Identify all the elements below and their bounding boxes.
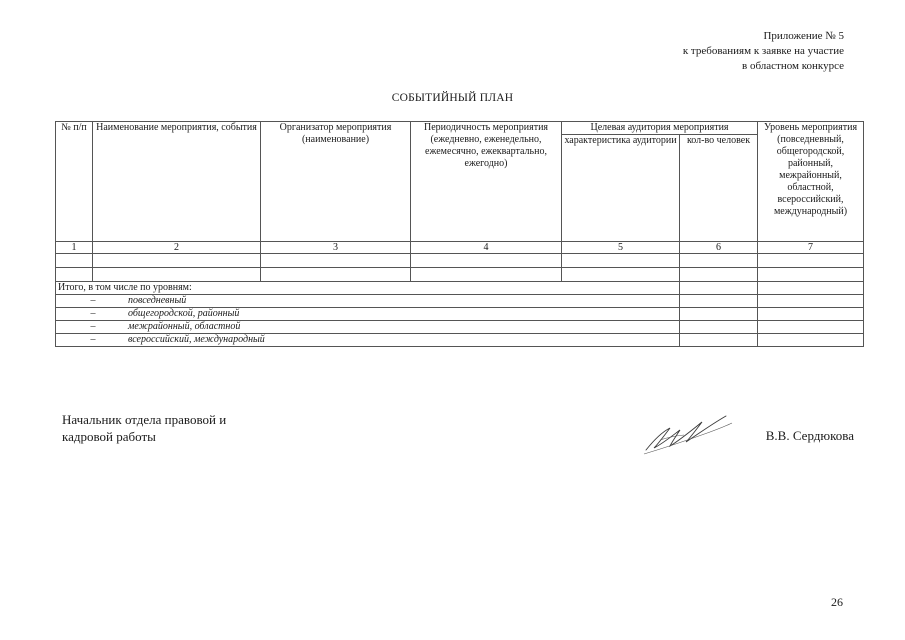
table-cell xyxy=(56,268,93,282)
appendix-line-3: в областном конкурсе xyxy=(742,60,844,72)
level-label: всероссийский, международный xyxy=(128,334,265,345)
level-label: общегородской, районный xyxy=(128,308,240,319)
header-level: Уровень мероприятия (повседневный, общегородской, районный, межрайонный, областной, всероссийский, международный) xyxy=(758,122,864,242)
handwritten-signature xyxy=(640,410,735,460)
appendix-line-2: к требованиям к заявке на участие xyxy=(682,45,844,57)
event-plan-table xyxy=(55,121,864,347)
table-cell xyxy=(56,254,93,268)
level-value-cell xyxy=(758,295,864,308)
column-number: 3 xyxy=(261,242,411,254)
table-cell xyxy=(261,254,411,268)
level-count-cell xyxy=(680,334,758,347)
level-value-cell xyxy=(758,308,864,321)
signer-position-line-1: Начальник отдела правовой и xyxy=(62,412,227,427)
column-number: 4 xyxy=(411,242,562,254)
dash: – xyxy=(90,295,96,306)
level-row xyxy=(56,308,864,321)
page-number: 26 xyxy=(831,595,843,609)
signer-name: В.В. Сердюкова xyxy=(765,428,854,443)
header-num: № п/п xyxy=(56,122,93,242)
table-cell xyxy=(93,254,261,268)
level-row xyxy=(56,295,864,308)
header-frequency: Периодичность мероприятия (ежедневно, еженедельно, ежемесячно, ежеквартально, ежегодно) xyxy=(411,122,562,242)
column-number: 6 xyxy=(680,242,758,254)
level-label: межрайонный, областной xyxy=(128,321,241,332)
column-number: 1 xyxy=(56,242,93,254)
signer-position xyxy=(62,411,226,445)
level-row xyxy=(56,321,864,334)
level-value-cell xyxy=(758,321,864,334)
total-row xyxy=(56,282,864,295)
dash: – xyxy=(90,321,96,332)
header-name: Наименование мероприятия, события xyxy=(93,122,261,242)
level-row xyxy=(56,334,864,347)
level-cell xyxy=(56,308,680,321)
table-cell xyxy=(261,268,411,282)
signer-position-line-2: кадровой работы xyxy=(62,429,156,444)
table-cell xyxy=(411,254,562,268)
table-row xyxy=(56,254,864,268)
table-cell xyxy=(93,268,261,282)
column-number: 2 xyxy=(93,242,261,254)
dash: – xyxy=(90,334,96,345)
table-cell xyxy=(758,254,864,268)
table-cell xyxy=(562,268,680,282)
header-audience: Целевая аудитория мероприятия xyxy=(562,122,758,135)
table-cell xyxy=(680,268,758,282)
appendix-header xyxy=(683,29,844,74)
table-row xyxy=(56,268,864,282)
column-number-row xyxy=(56,242,864,254)
table-cell xyxy=(411,268,562,282)
dash: – xyxy=(90,308,96,319)
level-cell xyxy=(56,321,680,334)
column-number: 7 xyxy=(758,242,864,254)
total-label: Итого, в том числе по уровням: xyxy=(56,282,680,295)
level-count-cell xyxy=(680,295,758,308)
header-audience-count: кол-во человек xyxy=(680,135,758,242)
table-cell xyxy=(758,268,864,282)
level-cell xyxy=(56,295,680,308)
header-audience-characteristic: характеристика аудитории xyxy=(562,135,680,242)
header-organizer: Организатор мероприятия (наименование) xyxy=(261,122,411,242)
column-number: 5 xyxy=(562,242,680,254)
document-title: СОБЫТИЙНЫЙ ПЛАН xyxy=(391,92,514,104)
level-count-cell xyxy=(680,308,758,321)
total-level-cell xyxy=(758,282,864,295)
level-cell xyxy=(56,334,680,347)
table-cell xyxy=(562,254,680,268)
total-count-cell xyxy=(680,282,758,295)
table-cell xyxy=(680,254,758,268)
level-label: повседневный xyxy=(128,295,187,306)
appendix-line-1: Приложение № 5 xyxy=(763,30,844,42)
header-row xyxy=(56,122,864,135)
level-count-cell xyxy=(680,321,758,334)
level-value-cell xyxy=(758,334,864,347)
